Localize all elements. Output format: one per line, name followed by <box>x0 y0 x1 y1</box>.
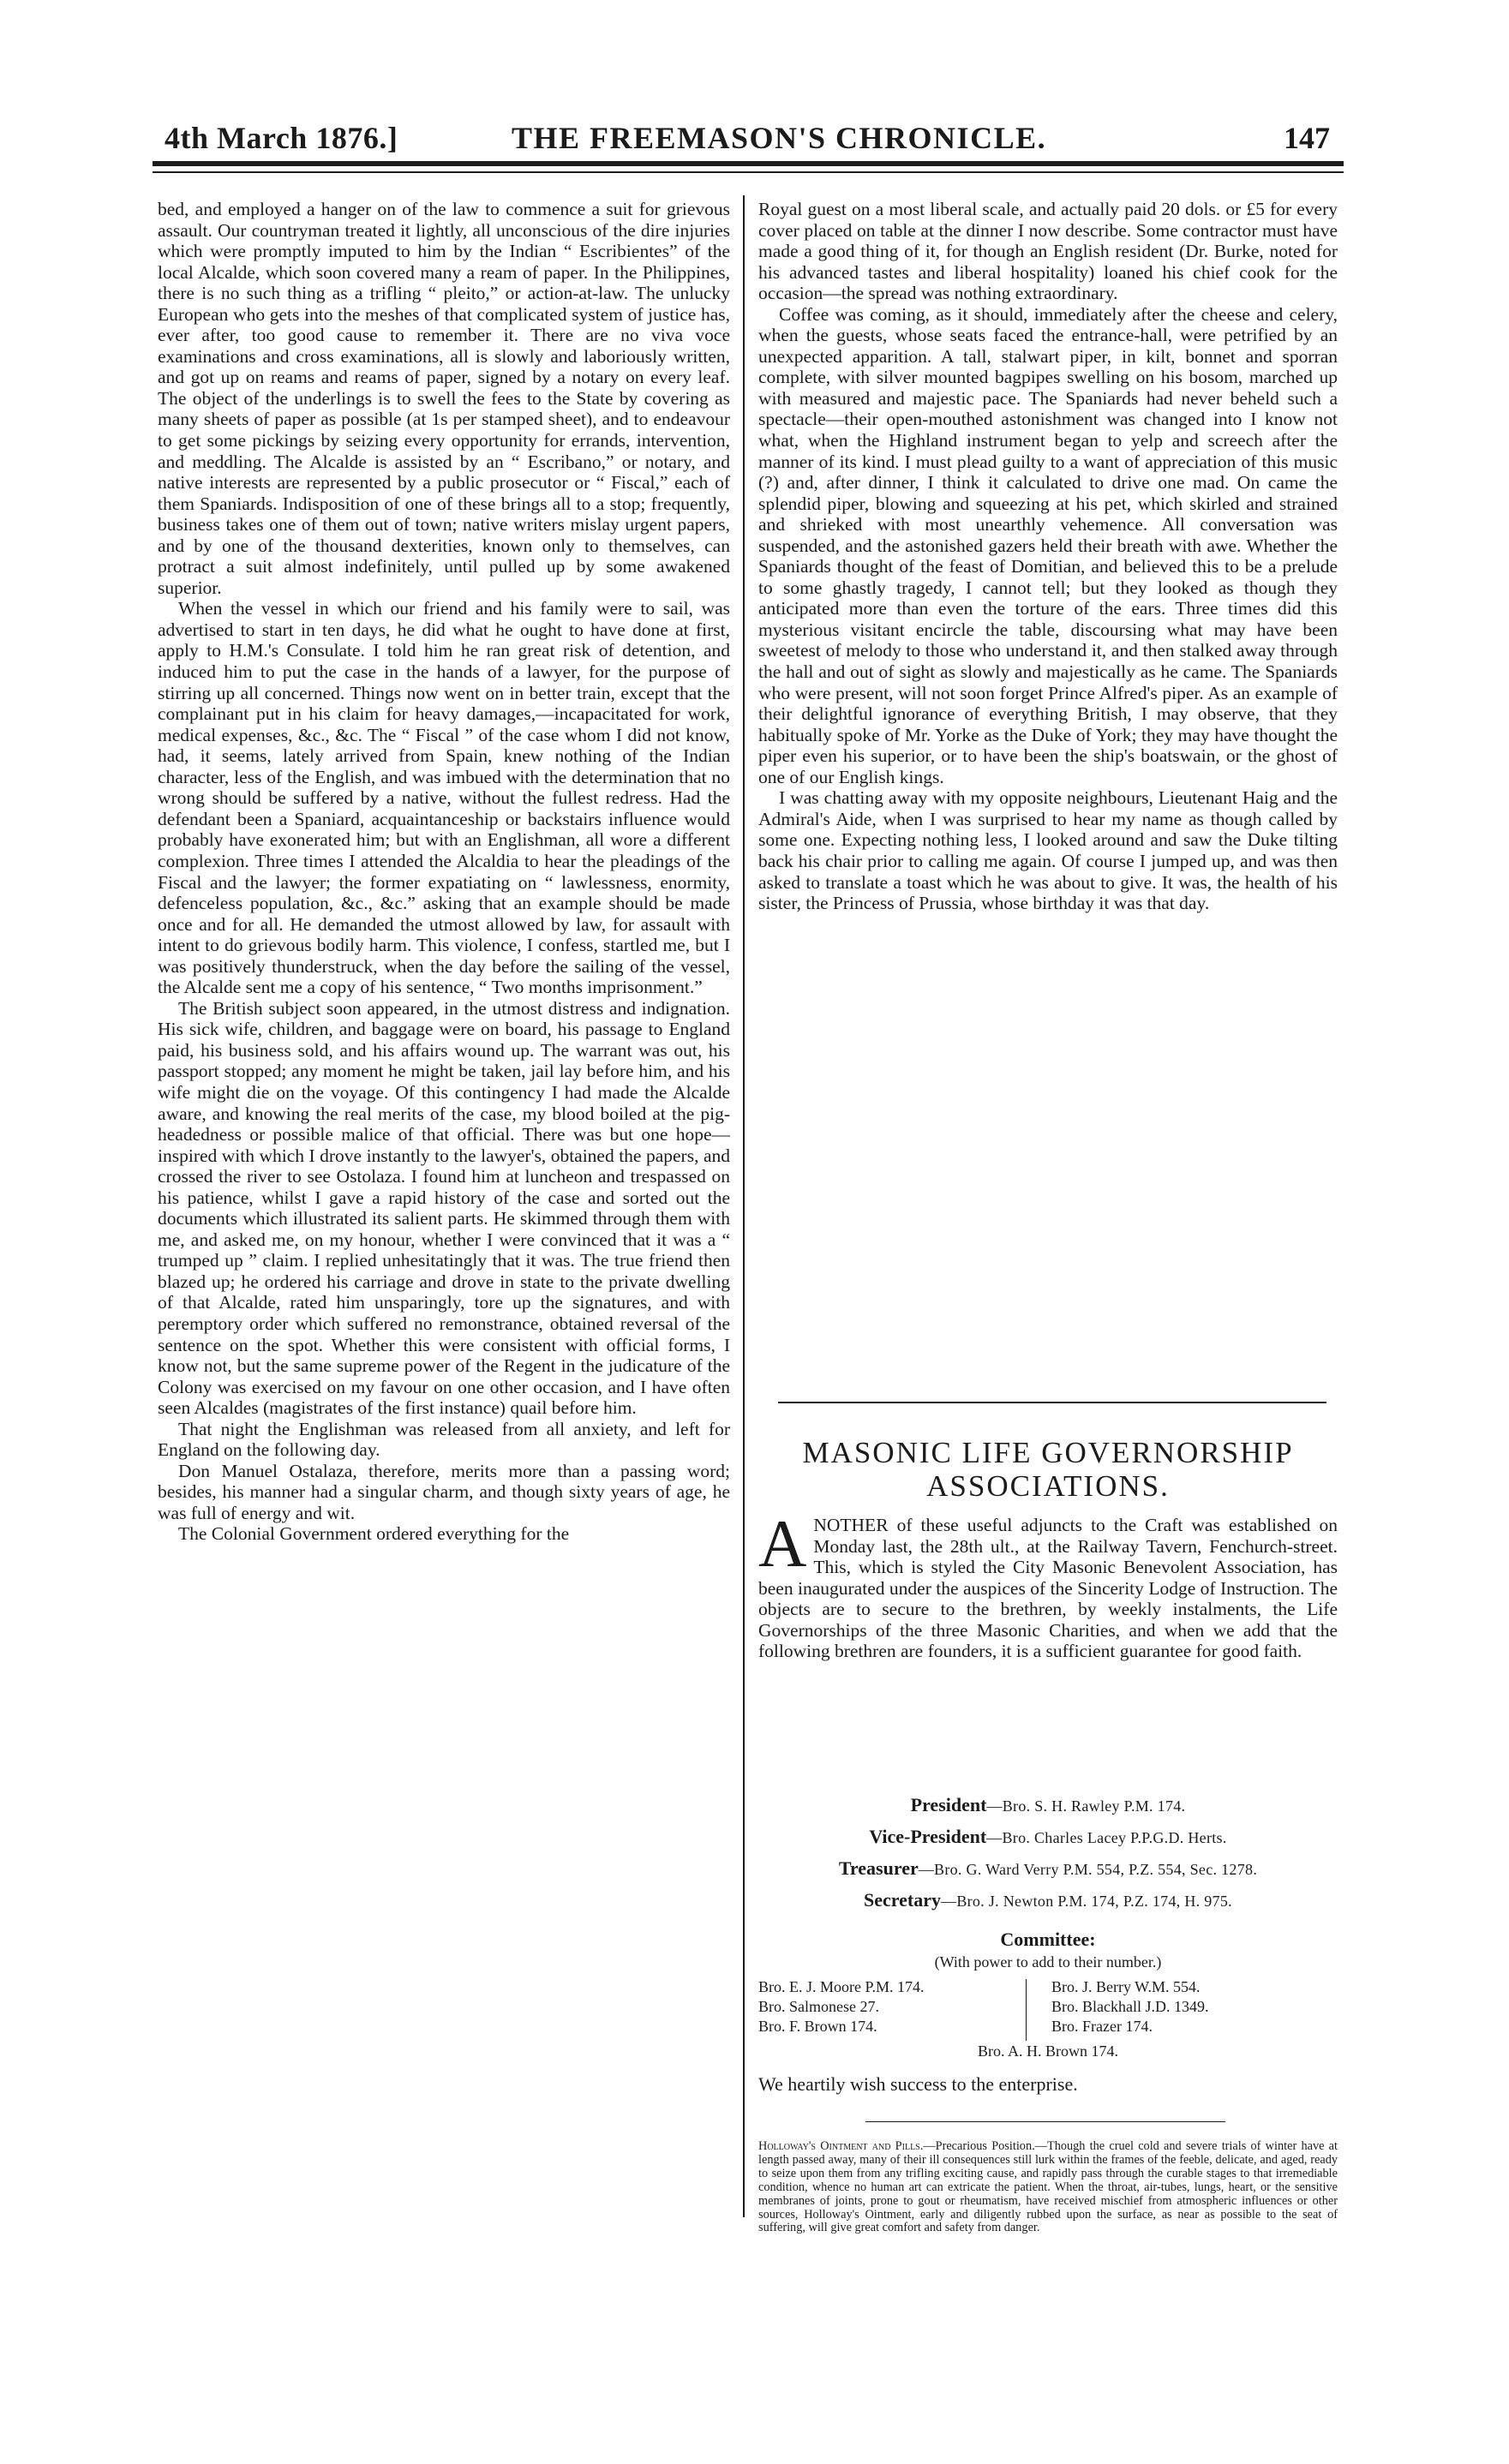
committee-member: Bro. Blackhall J.D. 1349. <box>1051 1998 1209 2015</box>
section-title: MASONIC LIFE GOVERNORSHIP ASSOCIATIONS. <box>802 1436 1294 1503</box>
article-paragraph: When the vessel in which our friend and his family were to sail, was advertised to start in ten days, he did what he ought to have done at first, apply to H.M.'s Consulate. I told him he ran great risk of detention, and induced him to put the case in the hands of a lawyer, for the purpose of stirring up all concerned. Things now went on in better train, except that the complainant put in his claim for heavy damages,—incapacitated for work, medical expenses, &c., &c. The “ Fiscal ” of the case whom I did not know, had, it seems, lately arrived from Spain, knew nothing of the Indian character, less of the English, and was imbued with the determination that no wrong should be suffered by a native, without the fullest redress. Had the defendant been a Spaniard, acquaintanceship or backstairs influence would probably have exonerated him; but with an Englishman, all wore a different complexion. Three times I attended the Alcaldia to hear the pleadings of the Fiscal and the lawyer; the former expatiating on “ lawlessness, enormity, defenceless population, &c., &c.” asking that an example should be made once and for all. He demanded the utmost allowed by law, for assault with intent to do grievous bodily harm. This violence, I confess, startled me, but I was positively thunderstruck, when the day before the sailing of the vessel, the Alcalde sent me a copy of his sentence, “ Two months imprisonment.” <box>158 598 730 998</box>
officer-name: —Bro. Charles Lacey P.P.G.D. Herts. <box>986 1829 1227 1846</box>
committee-member: Bro. J. Berry W.M. 554. <box>1051 1978 1201 1995</box>
article-paragraph: That night the Englishman was released from all anxiety, and left for England on the following day. <box>158 1418 730 1461</box>
committee-member: Bro. E. J. Moore P.M. 174. <box>758 1978 925 1995</box>
officer-role: President <box>910 1794 987 1815</box>
committee-column-left <box>758 1977 1033 2036</box>
officer-name: —Bro. J. Newton P.M. 174, P.Z. 174, H. 975. <box>941 1893 1232 1910</box>
advert-text: —Precarious Position.—Though the cruel cold and severe trials of winter have at length passed away, many of their ill consequences still lurk within the frames of the feeble, delicate, and aged, ready to seize upon them from any trifling exciting cause, and rapidly pass through the curable stages to that irremediable condition, whence no human art can extricate the patient. When the throat, air-tubes, lungs, heart, or the sensitive membranes of joints, prone to gout or rheumatism, have received mischief from atmospheric influences or other sources, Holloway's Ointment, early and diligently rubbed upon the surface, as near as possible to the seat of suffering, will give great comfort and safety from danger. <box>758 2139 1338 2235</box>
advert-rule <box>865 2121 1225 2122</box>
section-intro <box>758 1506 1338 1662</box>
article-paragraph: Coffee was coming, as it should, immediately after the cheese and celery, when the guests, whose seats faced the entrance-hall, were petrified by an unexpected apparition. A tall, stalwart piper, in kilt, bonnet and sporran complete, with silver mounted bagpipes swelling on his bosom, marched up with measured and majestic pace. The Spaniards had never beheld such a spectacle—their open-mouthed astonishment was changed into I know not what, when the Highland instrument began to yelp and screech after the manner of its kind. I must plead guilty to a want of appreciation of this music (?) and, after dinner, I think it calculated to drive one mad. On came the splendid piper, blowing and squeezing at his pet, which skirled and strained and shrieked with most unearthly vehemence. All conversation was suspended, and the astonished gazers held their breath with awe. Whether the Spaniards thought of the feast of Domitian, and believed this to be a prelude to some ghastly tragedy, I cannot tell; but they looked as though they anticipated more than even the torture of the ears. Three times did this mysterious visitant encircle the table, discoursing what may have been sweetest of melody to those who understand it, and then stalked away through the hall and out of sight as slowly and majestically as he came. The Spaniards who were present, will not soon forget Prince Alfred's piper. As an example of their delightful ignorance of everything British, I may observe, that they habitually spoke of Mr. Yorke as the Duke of York; they may have thought the piper even his superior, or to have been the ship's boatswain, or the ghost of one of our English kings. <box>758 303 1338 787</box>
advert-lead: Holloway's Ointment and Pills. <box>758 2139 924 2153</box>
committee-member: Bro. Salmonese 27. <box>758 1998 879 2015</box>
article-paragraph: The Colonial Government ordered everything for the <box>178 1523 570 1545</box>
officer-line <box>758 1794 1338 1816</box>
officer-name: —Bro. G. Ward Verry P.M. 554, P.Z. 554, Sec. 1278. <box>918 1861 1258 1878</box>
committee-divider <box>1026 1979 1027 2041</box>
committee-member: Bro. F. Brown 174. <box>758 2018 877 2035</box>
drop-cap: A <box>758 1506 807 1581</box>
issue-date: 4th March 1876.] <box>165 121 398 155</box>
closing-line: We heartily wish success to the enterprise. <box>758 2073 1078 2095</box>
article-paragraph: Don Manuel Ostalaza, therefore, merits more than a passing word; besides, his manner had a singular charm, and though sixty years of age, he was full of energy and wit. <box>158 1460 730 1523</box>
article-paragraph: The British subject soon appeared, in the utmost distress and indignation. His sick wife, children, and baggage were on board, his passage to England paid, his business sold, and his affairs wound up. The warrant was out, his passport stopped; any moment he might be taken, jail lay before him, and his wife might die on the voyage. Of this contingency I had made the Alcalde aware, and knowing the real merits of the case, my blood boiled at the pig-headedness or possible malice of that official. There was but one hope—inspired with which I drove instantly to the lawyer's, obtained the papers, and crossed the river to see Ostolaza. I found him at luncheon and trespassed on his patience, whilst I gave a rapid history of the case and sorted out the documents which illustrated its salient parts. He skimmed through them with me, and asked me, on my honour, whether I were convinced that it was a “ trumped up ” claim. I replied unhesitatingly that it was. The true friend then blazed up; he ordered his carriage and drove in state to the private dwelling of that Alcalde, rated him unsparingly, tore up the signatures, and with peremptory order which suffered no remonstrance, obtained reversal of the sentence on the spot. Whether this were consistent with official forms, I know not, but the same supreme power of the Regent in the judicature of the Colony was exercised on my favour on one other occasion, and I have often seen Alcaldes (magistrates of the first instance) quail before him. <box>158 997 730 1419</box>
officer-role: Treasurer <box>838 1857 919 1879</box>
header-rule <box>153 161 1344 166</box>
officer-role: Secretary <box>864 1889 942 1911</box>
officer-line <box>758 1857 1338 1880</box>
publication-title: THE FREEMASON'S CHRONICLE. <box>512 121 1047 155</box>
column-divider <box>743 195 745 2217</box>
advertisement <box>758 2140 1338 2235</box>
left-column <box>158 199 730 1545</box>
page-header <box>165 120 1330 163</box>
article-paragraph: Royal guest on a most liberal scale, and actually paid 20 dols. or £5 for every cover placed on table at the dinner I now describe. Some contractor must have made a good thing of it, for though an English resident (Dr. Burke, noted for his advanced tastes and liberal hospitality) loaned his chief cook for the occasion—the spread was nothing extraordinary. <box>758 199 1338 304</box>
officer-line <box>758 1826 1338 1848</box>
section-intro-text: NOTHER of these useful adjuncts to the Craft was established on Monday last, the 28th ult., at the Railway Tavern, Fenchurch-street. This, which is styled the City Masonic Benevolent Association, has been inaugurated under the auspices of the Sincerity Lodge of Instruction. The objects are to secure to the brethren, by weekly instalments, the Life Governorships of the three Masonic Charities, and when we add that the following brethren are founders, it is a sufficient guarantee for good faith. <box>758 1515 1338 1662</box>
committee-member: Bro. A. H. Brown 174. <box>977 2042 1118 2060</box>
article-paragraph: bed, and employed a hanger on of the law to commence a suit for grievous assault. Our countryman treated it lightly, all unconscious of the dire injuries which were promptly imputed to him by the Indian “ Escribientes” of the local Alcalde, which soon covered many a ream of paper. In the Philippines, there is no such thing as a trifling “ pleito,” or action-at-law. The unlucky European who gets into the meshes of that complicated system of justice has, ever after, too good cause to remember it. There are no viva voce examinations and cross examinations, all is slowly and laboriously written, and got up on reams and reams of paper, signed by a notary on every leaf. The object of the underlings is to swell the fees to the State by covering as many sheets of paper as possible (at 1s per stamped sheet), and to endeavour to get some pickings by seizing every opportunity for errands, intervention, and meddling. The Alcalde is assisted by an “ Escribano,” or notary, and native interests are represented by a public prosecutor or “ Fiscal,” each of them Spaniards. Indisposition of one of these brings all to a stop; frequently, business takes one of them out of town; native writers mislay urgent papers, and by one of the thousand dexterities, known only to themselves, can protract a suit almost indefinitely, until pulled up by some awakened superior. <box>158 199 730 598</box>
header-rule-thin <box>153 171 1344 173</box>
committee-note: (With power to add to their number.) <box>934 1953 1162 1971</box>
committee-member: Bro. Frazer 174. <box>1051 2018 1153 2035</box>
article-paragraph: I was chatting away with my opposite neighbours, Lieutenant Haig and the Admiral's Aide, when I was surprised to hear my name as though called by some one. Expecting nothing less, I looked around and saw the Duke tilting back his chair prior to calling me again. Of course I jumped up, and was then asked to translate a toast which he was about to give. It was, the health of his sister, the Princess of Prussia, whose birthday it was that day. <box>758 787 1338 914</box>
officer-name: —Bro. S. H. Rawley P.M. 174. <box>986 1797 1186 1815</box>
committee-column-right <box>1051 1977 1334 2036</box>
committee-title: Committee: <box>1000 1929 1096 1950</box>
right-column <box>758 199 1338 914</box>
officer-line <box>758 1889 1338 1911</box>
page-number: 147 <box>1284 121 1330 155</box>
section-rule <box>778 1402 1326 1403</box>
officer-role: Vice-President <box>869 1826 987 1847</box>
